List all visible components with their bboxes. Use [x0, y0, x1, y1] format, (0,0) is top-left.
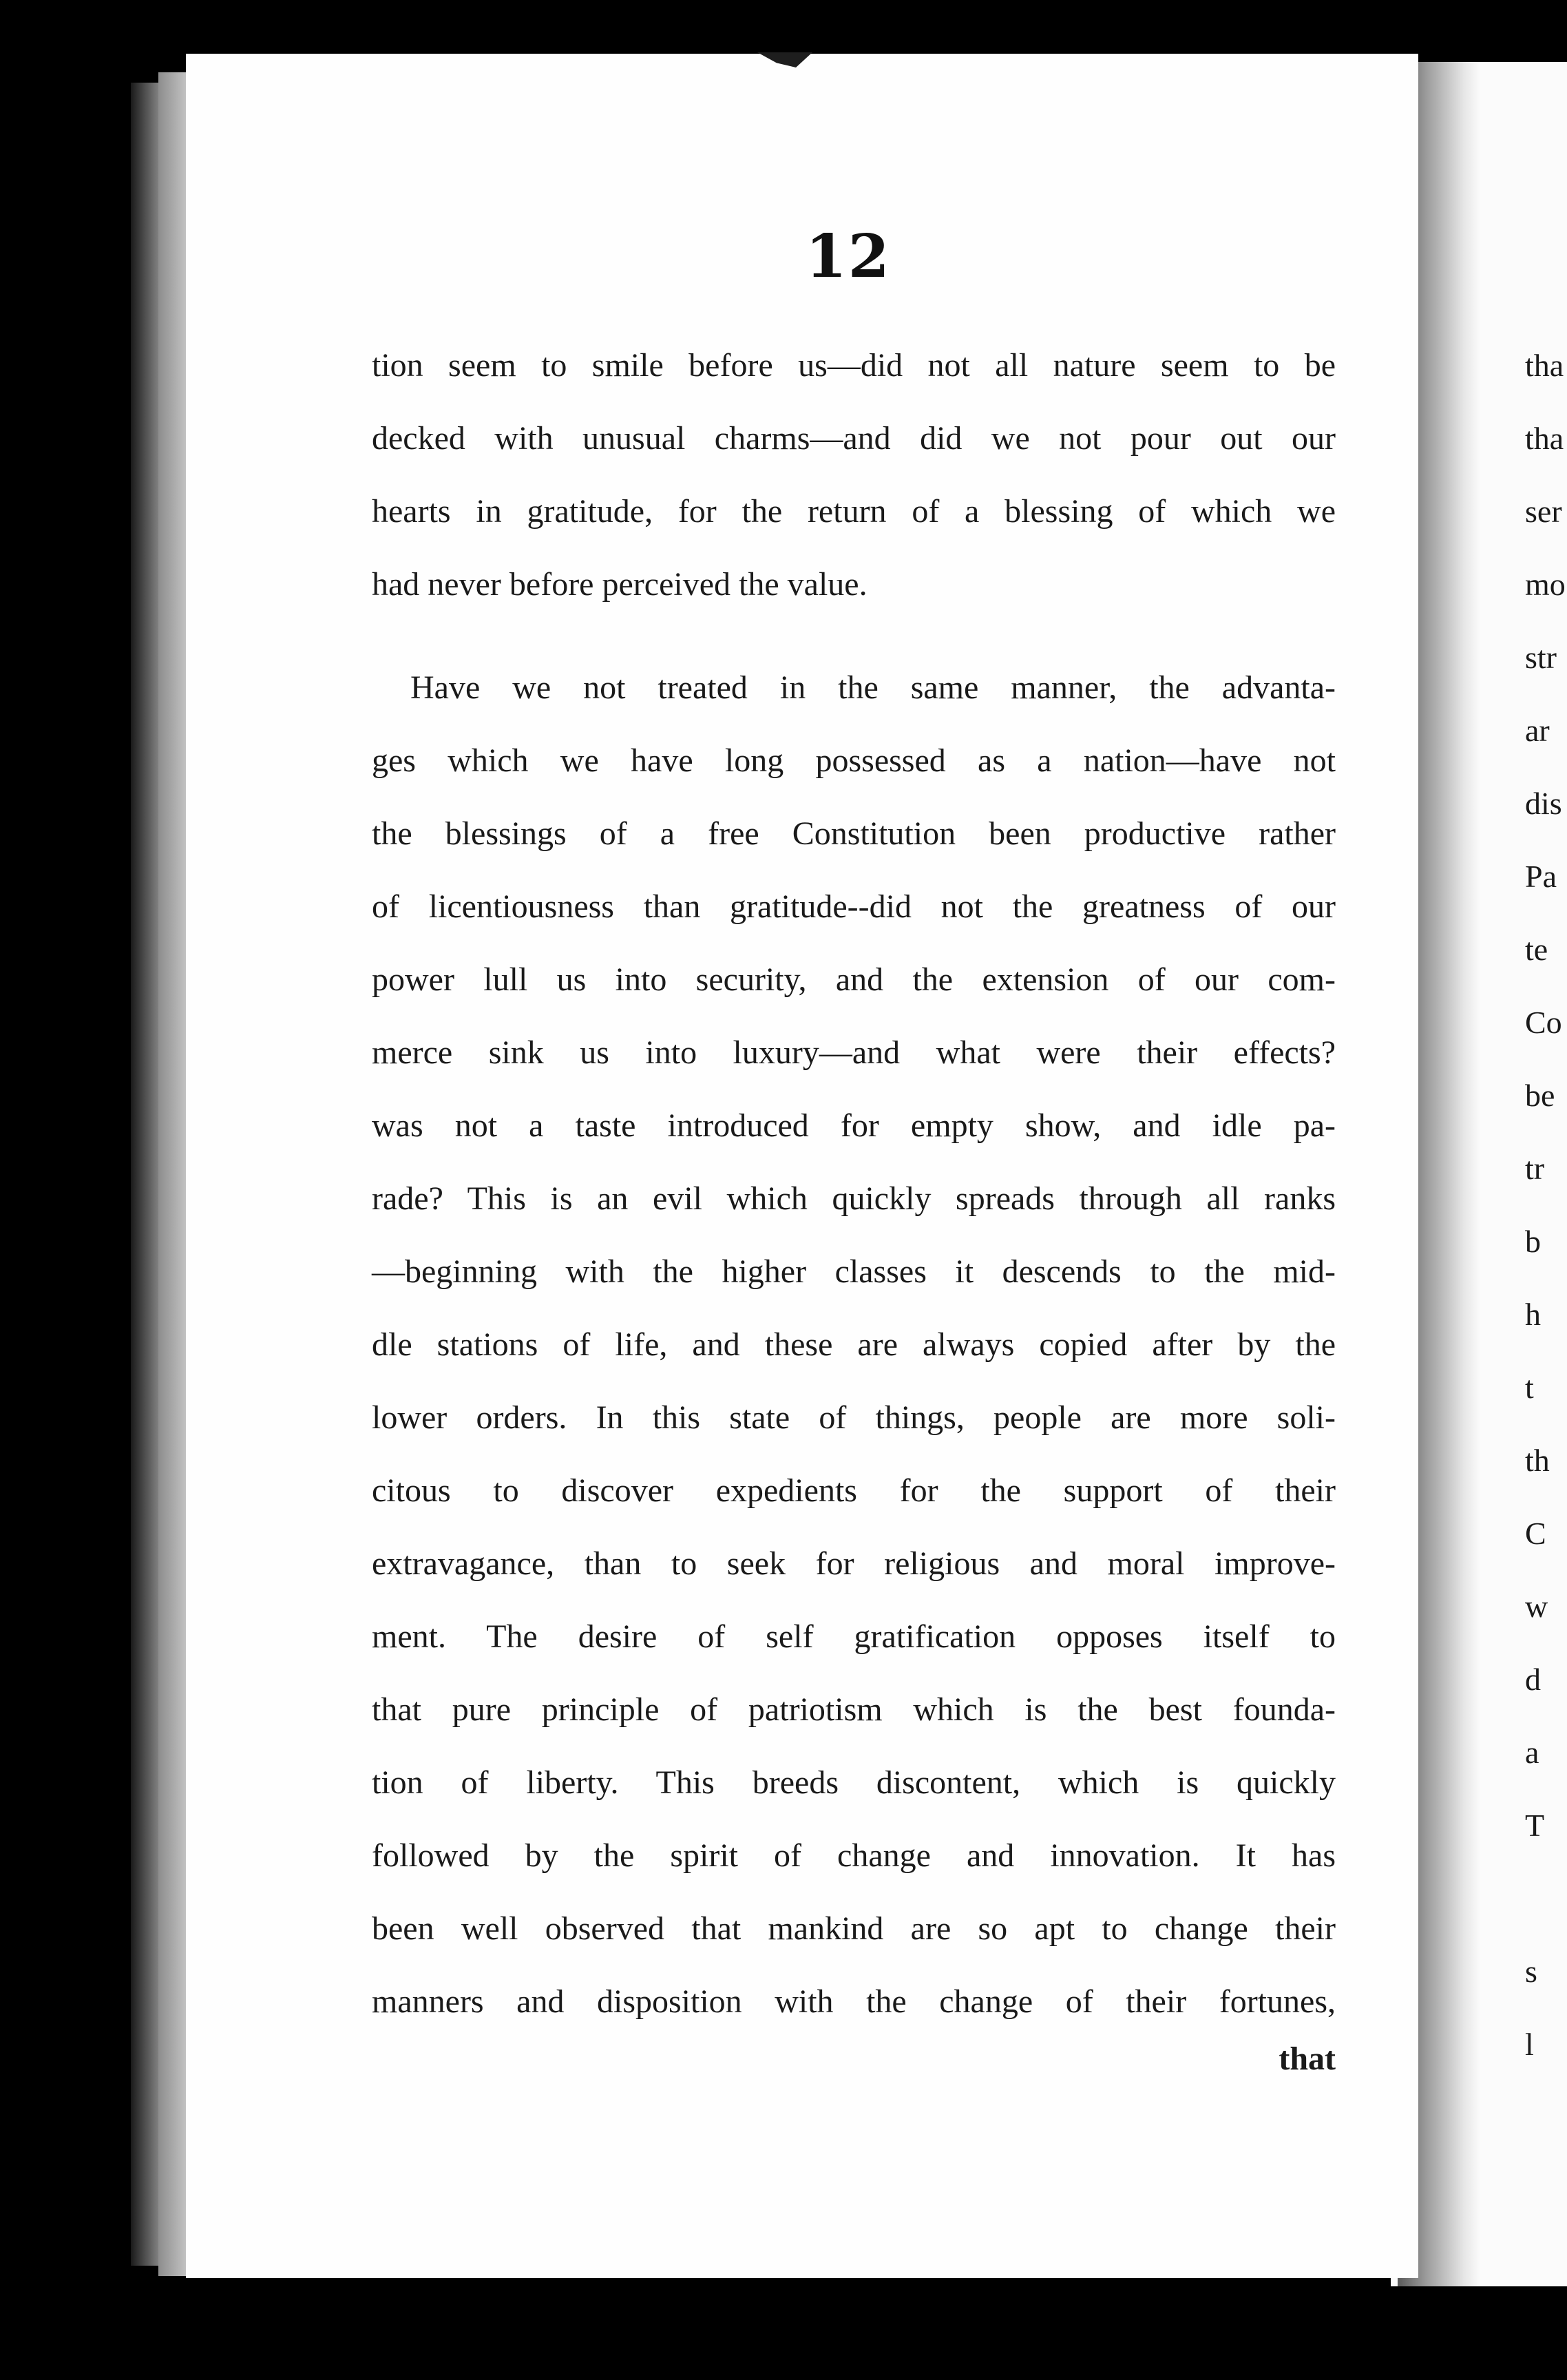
text-line: followed by the spirit of change and innovation. It has	[372, 1837, 1336, 1874]
page-number: 12	[806, 222, 891, 291]
text-line: manners and disposition with the change of their fortunes,	[372, 1983, 1336, 2020]
fragment: Pa	[1525, 859, 1557, 894]
fragment: l	[1525, 2027, 1534, 2062]
fragment: T	[1525, 1808, 1545, 1843]
fragment: C	[1525, 1516, 1546, 1551]
text-line: of licentiousness than gratitude--did not the greatness of our	[372, 888, 1336, 925]
paragraph	[372, 651, 1336, 2038]
text-line: been well observed that mankind are so apt to change their	[372, 1910, 1336, 1947]
text-line: ges which we have long possessed as a nation—have not	[372, 742, 1336, 779]
fragment: tha	[1525, 421, 1564, 456]
text-line: lower orders. In this state of things, people are more soli-	[372, 1399, 1336, 1436]
fragment: str	[1525, 640, 1557, 675]
fragment: mo	[1525, 567, 1566, 602]
fragment: t	[1525, 1370, 1534, 1405]
text-line: citous to discover expedients for the support of their	[372, 1472, 1336, 1509]
text-line: hearts in gratitude, for the return of a blessing of which we	[372, 493, 1336, 530]
text-line: that pure principle of patriotism which is the best founda-	[372, 1691, 1336, 1728]
fragment	[1525, 1862, 1567, 1935]
fragment: s	[1525, 1954, 1537, 1989]
catchword: that	[1279, 2040, 1336, 2077]
fragment: tha	[1525, 348, 1564, 383]
text-line: tion of liberty. This breeds discontent, which is quickly	[372, 1764, 1336, 1801]
fragment: dis	[1525, 786, 1562, 821]
page-body-text	[372, 329, 1336, 2080]
fragment: ar	[1525, 713, 1550, 748]
fragment: h	[1525, 1297, 1541, 1332]
text-line: the blessings of a free Constitution been productive rather	[372, 815, 1336, 852]
fragment: b	[1525, 1224, 1541, 1259]
text-line: power lull us into security, and the extension of our com-	[372, 961, 1336, 998]
fragment: te	[1525, 932, 1548, 967]
paragraph-gap	[372, 621, 1336, 651]
fragment: d	[1525, 1662, 1541, 1697]
fragment: be	[1525, 1078, 1555, 1113]
paragraph	[372, 329, 1336, 621]
text-line: merce sink us into luxury—and what were their effects?	[372, 1034, 1336, 1071]
text-line: decked with unusual charms—and did we not pour out our	[372, 420, 1336, 457]
fragment: th	[1525, 1443, 1550, 1478]
fragment: Co	[1525, 1005, 1562, 1040]
fragment: ser	[1525, 494, 1562, 529]
text-line: had never before perceived the value.	[372, 566, 867, 603]
fragment: tr	[1525, 1151, 1545, 1186]
text-line: was not a taste introduced for empty show, and idle pa-	[372, 1107, 1336, 1144]
text-line: dle stations of life, and these are always copied after by the	[372, 1326, 1336, 1363]
text-line: rade? This is an evil which quickly spreads through all ranks	[372, 1180, 1336, 1217]
text-line: tion seem to smile before us—did not all nature seem to be	[372, 347, 1336, 384]
fragment: w	[1525, 1589, 1548, 1624]
facing-page-text	[1525, 329, 1567, 2081]
text-line: —beginning with the higher classes it descends to the mid-	[372, 1253, 1336, 1290]
text-line: Have we not treated in the same manner, the advanta-	[410, 669, 1336, 706]
text-line: ment. The desire of self gratification opposes itself to	[372, 1618, 1336, 1655]
text-line: extravagance, than to seek for religious and moral improve-	[372, 1545, 1336, 1582]
fragment: a	[1525, 1735, 1539, 1770]
